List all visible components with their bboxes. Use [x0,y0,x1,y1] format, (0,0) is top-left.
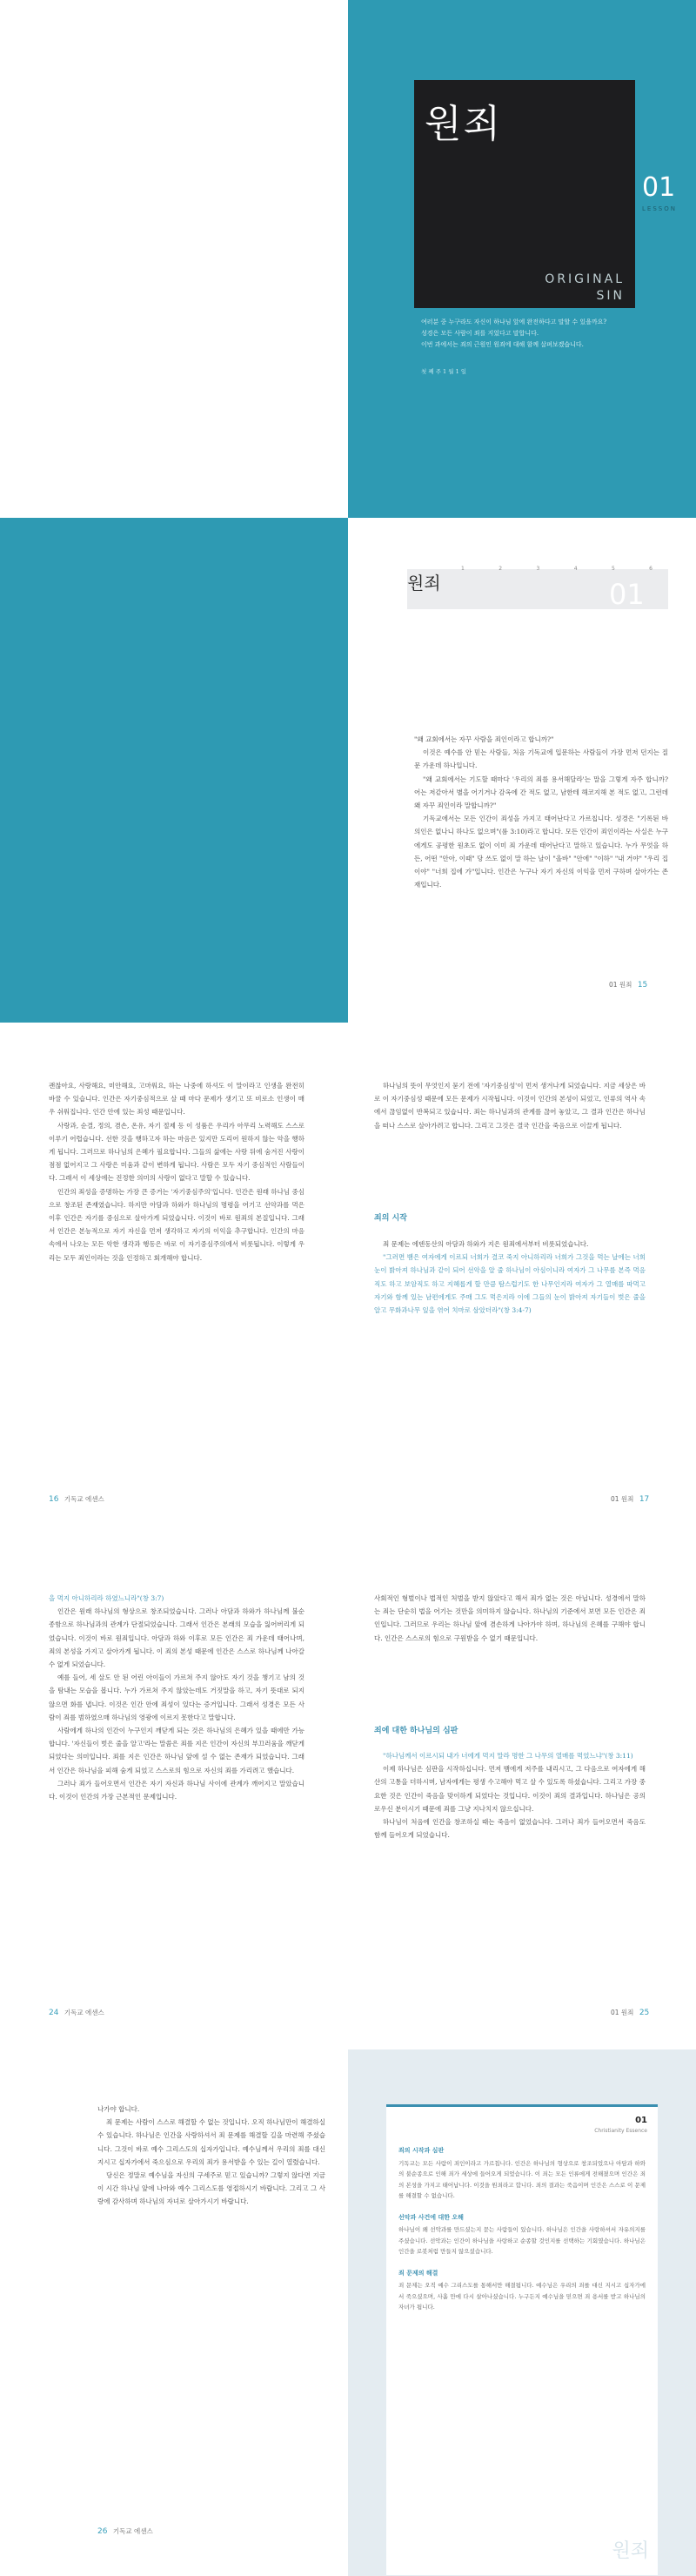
sidebar-block-text: 기독교는 모든 사람이 죄인이라고 가르칩니다. 인간은 하나님의 형상으로 창조되었으나 아담과 하와의 불순종으로 인해 죄가 세상에 들어오게 되었습니다. 이 죄는 모든 인류에게 전해졌으며 인간은 죄의 본성을 가지고 태어납니다. 이것을 원죄라고 합니다. 죄의 결과는 죽음이며 인간은 스스로 이 문제를 해결할 수 없습니다. [398,2159,646,2199]
paragraph: 기독교에서는 모든 인간이 죄성을 가지고 태어난다고 가르칩니다. 성경은 "기록된 바 의인은 없나니 하나도 없으며"(롬 3:10)라고 합니다. 모든 인간이 죄인이라는 사실은 누구에게도 공평한 원초도 없이 이미 죄 가운데 태어난다고 말하고 있습니다. 누가 무엇을 하든, 어떤 "안아, 이때" 당 쓰도 없이 말 하는 날이 "올바" "안에" "이하" "내 거야" "우리 집이야" "너희 집에 가"입니다. 인간은 누구나 자기 자신의 이익을 먼저 구하며 살아가는 존재입니다. [414,815,668,889]
chapter-dot: 6 [649,566,652,572]
page-17-body [374,1079,646,1132]
section-title: 죄에 대한 하나님의 심판 [374,1727,458,1735]
cover-intro-line: 이번 과에서는 죄의 근원인 원죄에 대해 함께 살펴보겠습니다. [421,341,584,348]
cover-intro [421,317,682,351]
section-title: 죄의 시작 [374,1214,407,1223]
scripture-quote: "하나님께서 이르시되 내가 너에게 먹지 말라 명한 그 나무의 열매를 먹었느냐"(창 3:11) [383,1752,633,1760]
paragraph: 죄 문제는 사람이 스스로 해결할 수 없는 것입니다. 오직 하나님만이 해결하실 수 있습니다. 하나님은 인간을 사랑하셔서 죄 문제를 해결할 길을 마련해 주셨습니다. 그것이 바로 예수 그리스도의 십자가입니다. 예수님께서 우리의 죄를 대신 지시고 십자가에서 죽으심으로 우리의 죄가 용서받을 수 있는 길이 열렸습니다. [97,2118,325,2166]
paragraph: 이것은 예수를 안 믿는 사람들, 처음 기독교에 입문하는 사람들이 가장 먼저 던지는 질문 가운데 하나입니다. [414,748,668,770]
paragraph: 괜찮아요, 사랑해요, 미안해요, 고마워요, 하는 나중에 하셔도 이 말이라고 인생을 완전히 바꿀 수 있습니다. 인간은 자기중심적으로 살 때 마다 문제가 생기고 또 비로소 인생이 매우 쉬워집니다. 인간 안에 있는 죄성 때문입니다. [49,1082,304,1117]
sidebar-block-title: 선악과 사건에 대한 오해 [398,2213,464,2221]
footer-label: 기독교 에센스 [64,1495,104,1503]
chapter-dot: 3 [536,566,540,572]
lesson-label: LESSON [642,205,677,212]
page-number: 17 [639,1495,650,1504]
sidebar-subtitle: Christianity Essence [594,2128,647,2134]
paragraph: "왜 교회에서는 기도할 때마다 '우리의 죄를 용서해달라'는 말을 그렇게 자주 합니까? 어는 저같아서 별을 어기거나 감옥에 간 적도 없고, 남한테 해코지해 본 적도 없고, 그런데 왜 자꾸 죄인이라 말합니까?" [414,775,668,810]
paragraph: 하나님의 뜻이 무엇인지 묻기 전에 '자기중심성'이 먼저 생겨나게 되었습니다. 지금 세상은 바로 이 자기중심성 때문에 모든 문제가 시작됩니다. 이것이 인간의 본성이 되었고, 인류의 역사 속에서 끊임없이 반복되고 있습니다. 죄는 하나님과의 관계를 끊어 놓았고, 그 결과 인간은 하나님을 떠나 스스로 살아가려고 합니다. 그리고 그것은 결국 인간을 죽음으로 이끌게 됩니다. [374,1082,646,1130]
page-26-body [97,2103,325,2209]
page-24-body [49,1592,304,1803]
sidebar-block-title: 죄의 시작과 심판 [398,2147,445,2154]
page-25-body [374,1592,646,1645]
sidebar-number: 01 [635,2116,647,2125]
footer-label: 01 원죄 [609,981,632,989]
sidebar-block-text: 죄 문제는 오직 예수 그리스도를 통해서만 해결됩니다. 예수님은 우리의 죄를 대신 지시고 십자가에서 죽으셨으며, 사흘 만에 다시 살아나셨습니다. 누구든지 예수님을 믿으면 죄 용서를 받고 하나님의 자녀가 됩니다. [398,2282,646,2311]
page-number: 24 [49,2009,59,2017]
chapter-dots [461,566,652,572]
footer-label: 기독교 에센스 [64,2009,104,2016]
footer-label: 기독교 에센스 [112,2527,153,2535]
paragraph: 예를 들어, 세 살도 안 된 어린 아이들이 가르쳐 주지 않아도 자기 것을 챙기고 남의 것을 탐내는 모습을 봅니다. 누가 가르쳐 주지 않았는데도 거짓말을 하고, 자기 뜻대로 되지 않으면 화를 냅니다. 이것은 인간 안에 죄성이 있다는 증거입니다. 그래서 성경은 모든 사람이 죄를 범하였으매 하나님의 영광에 이르지 못한다고 말합니다. [49,1674,304,1721]
sidebar-block-title: 죄 문제의 해결 [398,2269,438,2277]
page-17-section-body [374,1238,646,1317]
page-footer [611,2008,649,2017]
chapter-number: 01 [609,578,645,611]
scripture-quote: "그러면 뱀은 여자에게 이르되 너희가 결코 죽지 아니하리라 너희가 그것을 먹는 날에는 너희 눈이 밝아져 하나님과 같이 되어 선악을 알 줄 하나님이 아심이니라 여자가 그 나무를 본즉 먹음직도 하고 보암직도 하고 지혜롭게 할 만큼 탐스럽기도 한 나무인지라 여자가 그 열매를 따먹고 자기와 함께 있는 남편에게도 주매 그도 먹은지라 이에 그들의 눈이 밝아져 자기들이 벗은 줄을 알고 무화과나무 잎을 엮어 치마로 삼았더라"(창 3:4-7) [374,1253,646,1315]
sidebar-corner-mark: 원죄 [612,2540,649,2562]
paragraph: 사회적인 형벌이나 법적인 처벌을 받지 않았다고 해서 죄가 없는 것은 아닙니다. 성경에서 말하는 죄는 단순히 법을 어기는 것만을 의미하지 않습니다. 하나님의 기준에서 보면 모든 인간은 죄인입니다. 그러므로 우리는 하나님 앞에 겸손하게 나아가야 하며, 하나님의 은혜를 구해야 합니다. 인간은 스스로의 힘으로 구원받을 수 없기 때문입니다. [374,1594,646,1642]
page-footer [49,2008,104,2017]
sidebar-box [386,2104,658,2575]
cover-date: 첫 째 주 1 월 1 일 [421,368,467,375]
scripture-quote: 을 먹지 아니하리라 하였느니라"(창 3:7) [49,1594,164,1602]
paragraph: 나가야 합니다. [97,2105,140,2113]
page-number: 26 [97,2527,108,2536]
page-25-section-body [374,1749,646,1841]
paragraph: 당신은 정말로 예수님을 자신의 구세주로 믿고 있습니까? 그렇지 않다면 지금 이 시간 하나님 앞에 나아와 예수 그리스도를 영접하시기 바랍니다. 그리고 그 사랑에 감사하며 하나님의 자녀로 살아가시기 바랍니다. [97,2171,325,2206]
chapter-dot: 2 [499,566,503,572]
paragraph: 사랑과, 순결, 정의, 겸손, 온유, 자기 절제 등 이 성품은 우리가 아무리 노력해도 스스로 이루기 어렵습니다. 선한 것을 행하고자 하는 마음은 있지만 도리어 원하지 않는 악을 행하게 됩니다. 그러므로 하나님의 은혜가 필요합니다. 그들의 삶에는 사랑 뒤에 숨겨진 사랑이 점점 없어지고 그 사랑은 미움과 같이 변하게 됩니다. 사람은 모두 자기 중심적인 사람들이다. 그래서 이 세상에는 진정한 의미의 사랑이 없다고 말할 수 있습니다. [49,1121,304,1183]
paragraph: 하나님이 처음에 인간을 창조하실 때는 죽음이 없었습니다. 그러나 죄가 들어오면서 죽음도 함께 들어오게 되었습니다. [374,1818,646,1840]
chapter-dot: 4 [573,566,578,572]
sidebar-content [398,2145,646,2313]
decorative-block [0,518,348,1023]
paragraph: 인간의 죄성을 증명하는 가장 큰 증거는 '자기중심주의'입니다. 인간은 원래 하나님 중심으로 창조된 존재였습니다. 하지만 아담과 하와가 하나님의 명령을 어기고 선악과를 먹은 이후 인간은 자기를 중심으로 살아가게 되었습니다. 이것이 바로 원죄의 본질입니다. 그래서 인간은 본능적으로 자기 자신을 먼저 생각하고 자기의 이익을 추구합니다. 인간의 마음 속에서 나오는 모든 악한 생각과 행동은 바로 이 자기중심주의에서 비롯됩니다. 이렇게 우리는 모두 죄인이라는 것을 인정하고 회개해야 합니다. [49,1187,304,1262]
paragraph: 그러나 죄가 들어오면서 인간은 자기 자신과 하나님 사이에 관계가 깨어지고 말았습니다. 이것이 인간의 가장 근본적인 문제입니다. [49,1779,304,1801]
paragraph: "왜 교회에서는 자꾸 사람을 죄인이라고 합니까?" [414,735,554,743]
paragraph: 이제 하나님은 심판을 시작하십니다. 먼저 뱀에게 저주를 내리시고, 그 다음으로 여자에게 해산의 고통을 더하시며, 남자에게는 평생 수고해야 먹고 살 수 있도록 하셨습니다. 그리고 가장 중요한 것은 인간이 죽음을 맞이하게 되었다는 것입니다. 이것이 죄의 결과입니다. 하나님은 공의로우신 분이시기 때문에 죄를 그냥 지나치지 않으십니다. [374,1765,646,1813]
chapter-dot: 1 [461,566,465,572]
footer-label: 01 원죄 [611,2009,634,2016]
page-footer [97,2526,153,2536]
cover-intro-line: 여러분 중 누구라도 자신이 하나님 앞에 완전하다고 말할 수 있을까요? [421,319,607,325]
chapter-title: 원죄 [407,573,441,594]
chapter-dot: 5 [611,566,615,572]
cover-intro-line: 성경은 모든 사람이 죄를 지었다고 말합니다. [421,330,539,337]
page-number: 16 [49,1495,59,1504]
page-number: 25 [639,2009,650,2017]
cover-subtitle-line1: ORIGINAL [545,272,625,286]
footer-label: 01 원죄 [611,1495,634,1503]
page-number: 15 [637,981,648,989]
lesson-number: 01 [642,172,676,203]
page-footer [611,1494,649,1504]
paragraph: 인간은 원래 하나님의 형상으로 창조되었습니다. 그러나 아담과 하와가 하나님께 불순종함으로 하나님과의 관계가 단절되었습니다. 그래서 인간은 본래의 모습을 잃어버리게 되었습니다. 이것이 바로 원죄입니다. 아담과 하와 이후로 모든 인간은 죄 가운데 태어나며, 죄의 본성을 가지고 살아가게 됩니다. 이 죄의 본성 때문에 인간은 스스로 하나님께 나아갈 수 없게 되었습니다. [49,1607,304,1669]
page-footer [609,980,647,989]
page-footer [49,1494,104,1504]
page-15-body [414,733,668,891]
paragraph: 죄 문제는 에덴동산의 아담과 하와가 지은 원죄에서부터 비롯되었습니다. [383,1240,589,1248]
paragraph: 사람에게 하나의 인간이 누구인지 깨닫게 되는 것은 하나님의 은혜가 있을 때에만 가능합니다. '자신들이 벗은 줄을 알고'라는 말씀은 죄를 지은 인간이 자신의 부끄러움을 깨닫게 되었다는 의미입니다. 죄를 지은 인간은 하나님 앞에 설 수 없는 존재가 되었습니다. 그래서 인간은 하나님을 피해 숨게 되었고 스스로의 힘으로 자신의 죄를 가리려고 했습니다. [49,1727,304,1774]
cover-subtitle-line2: SIN [596,289,625,303]
cover-title: 원죄 [425,102,503,146]
sidebar-block-text: 하나님이 왜 선악과를 만드셨는지 묻는 사람들이 있습니다. 하나님은 인간을 사랑하셔서 자유의지를 주셨습니다. 선악과는 인간이 하나님을 사랑하고 순종할 것인지를 선택하는 기회였습니다. 하나님은 인간을 로봇처럼 만들지 않으셨습니다. [398,2226,646,2255]
page-16-body [49,1079,304,1265]
